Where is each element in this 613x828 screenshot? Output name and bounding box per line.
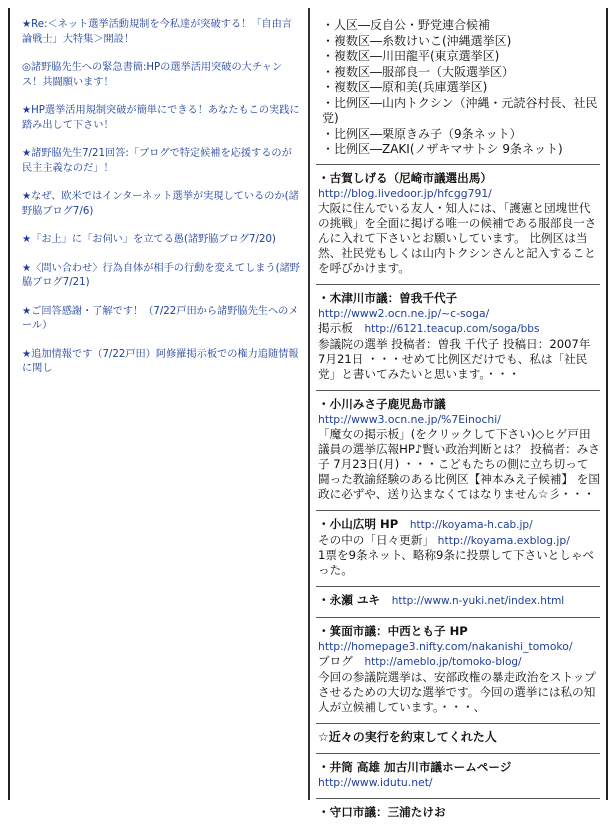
entry-link[interactable]: http://www.idutu.net/: [318, 775, 433, 789]
entry-koga: [316, 164, 600, 284]
left-column: [10, 8, 310, 800]
entry-soga: [316, 284, 600, 390]
blog-label: ブログ: [318, 653, 353, 668]
entry-izutsu: [316, 753, 600, 798]
candidate-row: ・比例区―栗原きみ子（9条ネット）: [322, 126, 522, 141]
blog-link[interactable]: http://ameblo.jp/tomoko-blog/: [364, 655, 522, 668]
entry-text: 今回の参議院選挙は、安部政権の暴走政治をストップさせるための大切な選挙です。今回の選挙には私の知人が立候補しています。・・・、: [318, 669, 596, 714]
entry-title: ・永瀬 ユキ: [318, 592, 381, 607]
entry-link[interactable]: http://koyama-h.cab.jp/: [409, 518, 533, 531]
entry-link[interactable]: http://www.n-yuki.net/index.html: [391, 594, 565, 607]
left-link[interactable]: ★「お上」に「お伺い」を立てる愚(諸野脇ブログ7/20): [22, 234, 276, 245]
entry-link[interactable]: http://blog.livedoor.jp/hfcgg791/: [318, 186, 492, 200]
left-link[interactable]: ★追加情報です（7/22戸田）阿修羅掲示板での権力追随情報に関し: [22, 348, 299, 374]
entry-link[interactable]: http://homepage3.nifty.com/nakanishi_tomoko/: [318, 639, 573, 653]
entry-title: ・守口市議：三浦たけお: [318, 804, 446, 819]
entry-ogawa: [316, 390, 600, 510]
candidate-row: ・複数区―原和美(兵庫選挙区): [322, 80, 488, 94]
entry-title: ・古賀しげる（尼崎市議選出馬）: [318, 170, 492, 185]
candidate-row: ・比例区―山内トクシン（沖縄・元読谷村長、社民党): [322, 95, 598, 125]
left-link[interactable]: ◎諸野脇先生への緊急書簡:HPの選挙活用突破の大チャンス！共闘願います！: [22, 62, 283, 88]
section-promised: [316, 723, 600, 753]
entry-text-prefix: その中の「日々更新」: [318, 532, 434, 547]
entry-title: ・箕面市議：中西とも子 HP: [318, 623, 468, 638]
right-column: [310, 8, 606, 819]
left-link[interactable]: ★諸野脇先生7/21回答:「ブログで特定候補を応援するのが民主主義なのだ」！: [22, 148, 292, 174]
left-link[interactable]: ★なぜ、欧米ではインターネット選挙が実現しているのか(諸野脇ブログ7/6): [22, 191, 299, 217]
entry-text: 1票を9条ネット、略称9条に投票して下さいとしゃべった。: [318, 547, 595, 577]
entry-text: 「魔女の掲示板」(をクリックして下さい)◇ヒゲ戸田議員の選挙広報HP♪賢い政治判断とは？ 投稿者：みさ子 7月23日(月) ・・・こどもたちの側に立ち切って闘った教諭経験のある比例区【神本みえ子候補】 を国政に必ずや、送り込まなくてはなりません☆彡・・・: [318, 426, 600, 501]
entry-koyama: [316, 510, 600, 586]
candidate-row: ・複数区―服部良一（大阪選挙区）: [322, 64, 515, 79]
candidate-list: [322, 18, 600, 158]
entry-title: ・小川みさ子鹿児島市議: [318, 396, 446, 411]
entry-nakanishi: [316, 617, 600, 723]
candidate-row: ・複数区―糸数けいこ(沖縄選挙区): [322, 33, 512, 48]
bbs-link[interactable]: http://6121.teacup.com/soga/bbs: [364, 322, 540, 335]
blog-link[interactable]: http://koyama.exblog.jp/: [437, 533, 570, 547]
section-title: ☆近々の実行を約束してくれた人: [318, 729, 497, 744]
entry-miura: [316, 798, 600, 828]
entry-text: 参議院の選挙 投稿者：曽我 千代子 投稿日：2007年 7月21日 ・・・せめて比例区だけでも、私は「社民党」と書いてみたいと思います。・・・: [318, 336, 591, 381]
candidate-row: ・人区―反自公・野党連合候補: [322, 18, 491, 32]
document-page: [8, 8, 608, 819]
entry-title: ・小山広明 HP: [318, 516, 399, 531]
entry-link[interactable]: http://www2.ocn.ne.jp/~c-soga/: [318, 306, 490, 320]
left-link[interactable]: ★ご回答感謝・了解です！（7/22戸田から諸野脇先生へのメール）: [22, 305, 299, 331]
left-link[interactable]: ★Re:＜ネット選挙活動規制を今私達が突破する！「自由言論戦士」大特集＞開設！: [22, 19, 292, 45]
left-link[interactable]: ★HP選挙活用規制突破が簡単にできる！あなたもこの実践に踏み出して下さい！: [22, 105, 300, 131]
candidate-row: ・比例区―ZAKI(ノザキマサトシ 9条ネット): [322, 142, 563, 156]
entry-title: ・木津川市議：曽我千代子: [318, 290, 458, 305]
entry-link[interactable]: http://www3.ocn.ne.jp/%7Einochi/: [318, 412, 501, 426]
entry-text: 大阪に住んでいる友人・知人には、「護憲と団塊世代の挑戦」を全面に掲げる唯一の候補である服部良一さんに入れて下さいとお願いしています。 比例区は当然、社民党もしくは山内トクシンさんと記入することを呼びかけます。: [318, 200, 597, 275]
entry-title: ・井筒 高雄 加古川市議ホームページ: [318, 759, 512, 774]
left-link[interactable]: ★〈問い合わせ〉行為自体が相手の行動を変えてしまう(諸野脇ブログ7/21): [22, 262, 300, 288]
entry-nagase: [316, 586, 600, 617]
bbs-label: 掲示板: [318, 320, 353, 335]
candidate-row: ・複数区―川田龍平(東京選挙区): [322, 49, 500, 63]
